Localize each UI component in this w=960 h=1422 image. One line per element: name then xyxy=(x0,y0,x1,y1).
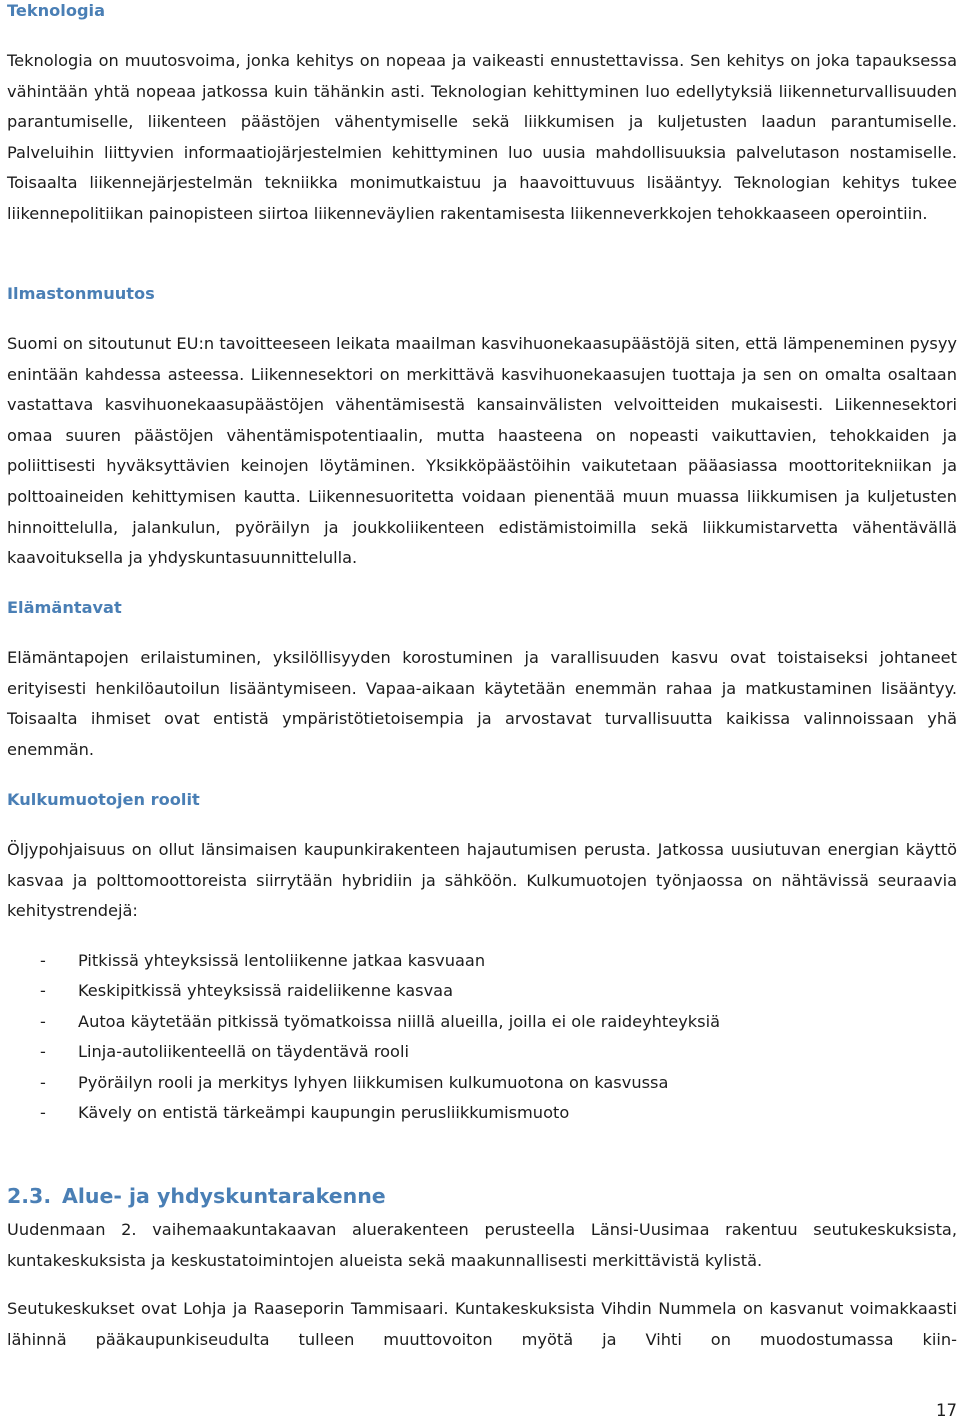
section-paragraph-ilmastonmuutos: Suomi on sitoutunut EU:n tavoitteeseen leikata maailman kasvihuonekaasupäästöjä siten, että lämpeneminen pysyy enintään kahdessa asteessa. Liikennesektori on merkittävä kasvihuonekaasujen tuottaja ja sen on omalta osaltaan vastattava kasvihuonekaasupäästöjen vähentämisestä kansainvälisten velvoitteiden mukaisesti. Liikennesektori omaa suuren päästöjen vähentämispotentiaalin, mutta haasteena on nopeasti vaikuttavien, tehokkaiden ja poliittisesti hyväksyttävien keinojen löytäminen. Yksikköpäästöihin vaikutetaan pääasiassa moottoritekniikan ja polttoaineiden kehittymisen kautta. Liikennesuoritetta voidaan pienentää muun muassa liikkumisen ja kuljetusten hinnoittelulla, jalankulun, pyöräilyn ja joukkoliikenteen edistämistoimilla sekä liikkumistarvetta vähentävällä kaavoituksella ja yhdyskuntasuunnittelulla. xyxy=(7,334,957,568)
list-dash: - xyxy=(40,1103,46,1123)
section-heading-teknologia: Teknologia xyxy=(7,1,106,20)
chapter-paragraph-2: Seutukeskukset ovat Lohja ja Raaseporin Tammisaari. Kuntakeskuksista Vihdin Nummela on kasvanut voimakkaasti lähinnä pääkaupunkiseudulta tulleen muuttovoiton myötä ja Vihti on muodostumassa kiin- xyxy=(7,1299,957,1349)
list-item xyxy=(7,1068,957,1098)
list-dash: - xyxy=(40,951,46,970)
list-item xyxy=(7,946,957,976)
list-item xyxy=(7,1007,957,1037)
section-paragraph-kulkumuotojen-roolit: Öljypohjaisuus on ollut länsimaisen kaupunkirakenteen hajautumisen perusta. Jatkossa uusiutuvan energian käyttö kasvaa ja polttomoottoreista siirrytään hybridiin ja sähköön. Kulkumuotojen työnjaossa on nähtävissä seuraavia kehitystrendejä: xyxy=(7,840,957,921)
section-heading-elamantavat: Elämäntavat xyxy=(7,598,122,617)
list-item xyxy=(7,976,957,1006)
list-item-text: Linja-autoliikenteellä on täydentävä rooli xyxy=(78,1042,409,1062)
list-item-text: Keskipitkissä yhteyksissä raideliikenne kasvaa xyxy=(78,981,453,1001)
chapter-paragraph-1: Uudenmaan 2. vaihemaakuntakaavan aluerakenteen perusteella Länsi-Uusimaa rakentuu seutukeskuksista, kuntakeskuksista ja keskustatoimintojen alueista sekä maakunnallisesti merkittävistä kylistä. xyxy=(7,1220,957,1270)
trend-list xyxy=(7,946,957,1128)
section-paragraph-elamantavat: Elämäntapojen erilaistuminen, yksilöllisyyden korostuminen ja varallisuuden kasvu ovat toistaiseksi johtaneet erityisesti henkilöautoilun lisääntymiseen. Vapaa-aikaan käytetään enemmän rahaa ja matkustaminen lisääntyy. Toisaalta ihmiset ovat entistä ympäristötietoisempia ja arvostavat turvallisuutta kaikissa valinnoissaan yhä enemmän. xyxy=(7,648,957,759)
list-item-text: Autoa käytetään pitkissä työmatkoissa niillä alueilla, joilla ei ole raideyhteyksiä xyxy=(78,1011,721,1031)
list-item-text: Pyöräilyn rooli ja merkitys lyhyen liikkumisen kulkumuotona on kasvussa xyxy=(78,1072,669,1092)
chapter-heading xyxy=(7,1182,386,1210)
chapter-number: 2.3. xyxy=(7,1184,52,1208)
list-item-text: Kävely on entistä tärkeämpi kaupungin perusliikkumismuoto xyxy=(78,1103,570,1123)
list-dash: - xyxy=(40,1072,46,1092)
list-item xyxy=(7,1037,957,1067)
section-paragraph-teknologia: Teknologia on muutosvoima, jonka kehitys on nopeaa ja vaikeasti ennustettavissa. Sen kehitys on joka tapauksessa vähintään yhtä nopeaa jatkossa kuin tähänkin asti. Teknologian kehittyminen luo edellytyksiä liikenneturvallisuuden parantumiselle, liikenteen päästöjen vähentymiselle sekä liikkumisen ja kuljetusten laadun parantumiselle. Palveluihin liittyvien informaatiojärjestelmien kehittyminen luo uusia mahdollisuuksia palvelutason nostamiselle. Toisaalta liikennejärjestelmän tekniikka monimutkaistuu ja haavoittuvuus lisääntyy. Teknologian kehitys tukee liikennepolitiikan painopisteen siirtoa liikenneväylien rakentamisesta liikenneverkkojen tehokkaaseen operointiin. xyxy=(7,51,957,223)
section-heading-kulkumuotojen-roolit: Kulkumuotojen roolit xyxy=(7,790,200,809)
section-heading-ilmastonmuutos: Ilmastonmuutos xyxy=(7,284,155,303)
list-item-text: Pitkissä yhteyksissä lentoliikenne jatkaa kasvuaan xyxy=(78,951,486,970)
page-number: 17 xyxy=(936,1401,957,1420)
chapter-title: Alue- ja yhdyskuntarakenne xyxy=(62,1184,386,1208)
list-dash: - xyxy=(40,1042,46,1062)
list-item xyxy=(7,1098,957,1128)
list-dash: - xyxy=(40,1011,46,1031)
list-dash: - xyxy=(40,981,46,1001)
